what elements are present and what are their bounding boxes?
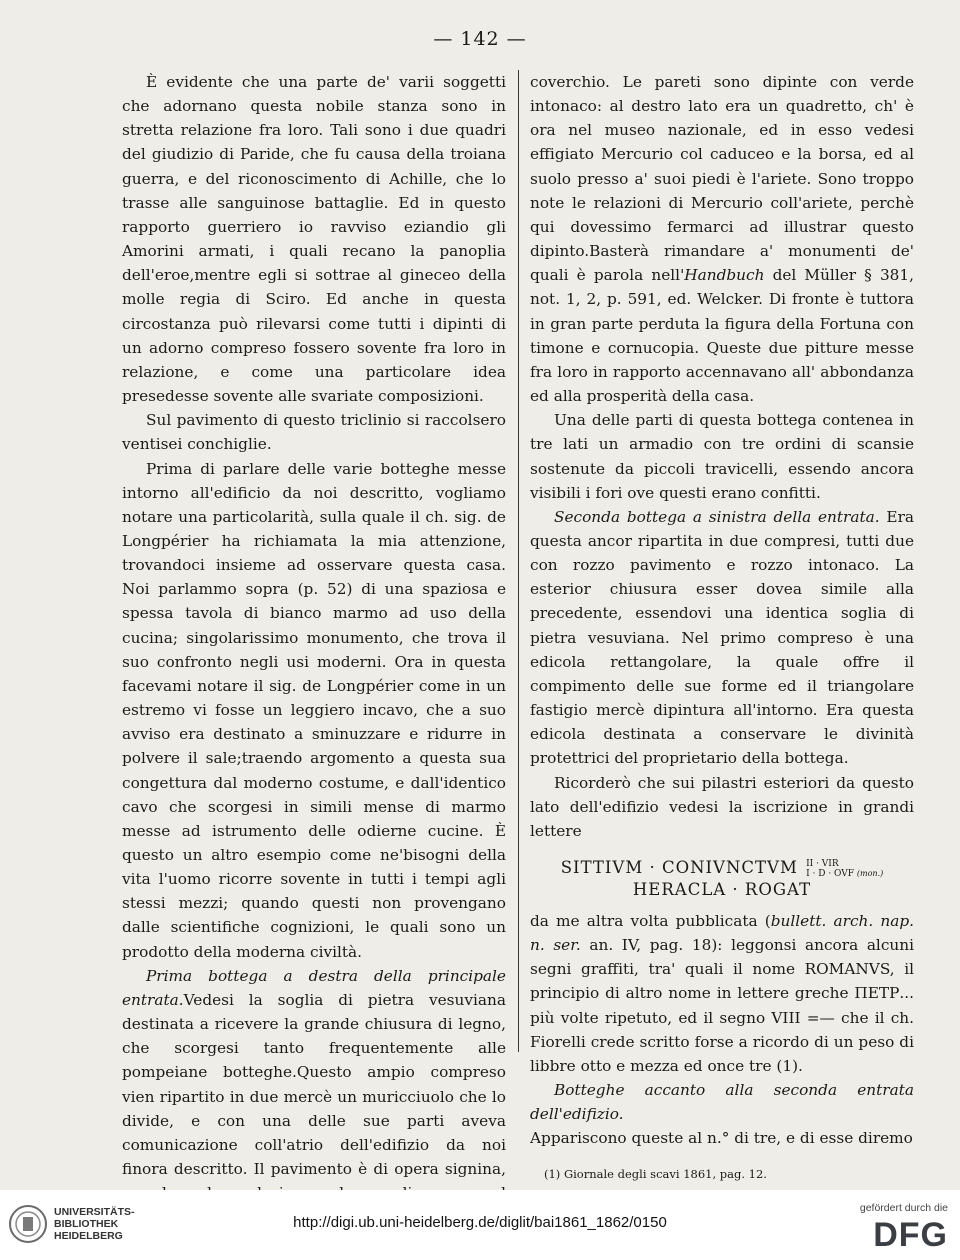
inscription-line: HERACLA · ROGAT xyxy=(632,880,812,899)
paragraph-text: da me altra volta pubblicata ( xyxy=(530,912,771,930)
paragraph xyxy=(530,909,914,1078)
paragraph: Una delle parti di questa bottega contenea in tre lati un armadio con tre ordini di scansie sostenute da piccoli travicelli, essendo ancora visibili i fori ove questi erano confitti. xyxy=(530,411,914,502)
footnote: (1) Giornale degli scavi 1861, pag. 12. xyxy=(544,1166,767,1181)
paragraph: Appariscono queste al n.° di tre, e di esse diremo xyxy=(530,1129,913,1148)
library-name-line: HEIDELBERG xyxy=(54,1230,123,1242)
left-column xyxy=(122,70,506,1230)
section-heading: Botteghe accanto alla seconda entrata dell'edifizio. xyxy=(530,1081,914,1124)
paragraph-text: Vedesi la soglia di pietra vesuviana destinata a ricevere la grande chiusura di legno, che scorgesi tanto frequentemente alle pompeiane botteghe.Questo ampio compreso vien ripartito in due mercè un muricciuolo che lo divide, e con una delle sue parti aveva comunicazione coll'atrio dell'edifizio da noi finora descritto. Il pavimento è di opera signina, xyxy=(122,990,506,1179)
inscription-mon: (mon.) xyxy=(856,868,884,878)
funding-caption: gefördert durch die xyxy=(859,1202,948,1214)
paragraph-text: del Müller § 381, not. 1, 2, p. 591, ed. Welcker. Di fronte è tuttora in gran parte perduta la figura della Fortuna con timone e cornucopia. Queste due pitture messe fra loro in rapporto accennavano all' abbondanza ed alla prosperità della casa. xyxy=(530,266,915,406)
section-heading: Seconda bottega a sinistra della entrata. xyxy=(554,507,880,526)
paragraph-text: Era questa ancor ripartita in due compresi, tutti due con rozzo pavimento e rozzo intonaco. La esterior chiusura esser dovea simile alla precedente, essendovi una identica soglia di pietra vesuviana. Nel primo compreso è una edicola rettangolare, la quale offre il compimento delle sue forme ed il triangolare fastigio mercè dipintura all'intorno. Era questa edicola destinata a conservare le divinità protettrici del proprietario della bottega. xyxy=(530,507,915,768)
paragraph xyxy=(530,70,914,408)
paragraph-text: an. IV, pag. 18): leggonsi ancora alcuni segni graffiti, tra' quali il nome ROMANVS, il principio di altro nome in lettere greche ΠΕΤΡ... più volte ripetuto, ed il segno VIII =— che il ch. Fiorelli crede scritto forse a ricordo di un peso di libbre otto e mezza ed once tre (1). xyxy=(530,936,914,1075)
inscription-text: SITTIVM · CONIVNCTVM xyxy=(560,858,798,877)
paragraph: Prima di parlare delle varie botteghe messe intorno all'edificio da noi descritto, vogliamo notare una particolarità, sulla quale il ch. sig. de Longpérier ha richiamata la mia attenzione, trovandoci insieme ad osservare questa casa. Noi parlammo sopra (p. 52) di una spaziosa e spessa tavola di bianco marmo ad uso della cucina; singolarissimo monumento, che trova il suo confronto negli usi moderni. Ora in questa facevami notare il sig. de Longpérier come in un estremo vi fosse un leggiero incavo, che a suo avviso era destinato a sminuzzare e ridurre in polvere il sale;traendo argomento a questa sua congettura dal moderno costume, e dall'identico cavo che scorgesi in simili mense di marmo messe ad istrumento delle odierne cucine. È questo un altro esempio come ne'bisogni della vita l'uomo ricorre sovente in tutti i tempi agli stessi mezzi; quando questi non provengano dalle scientifiche cognizioni, le quali sono un prodotto della moderna civiltà. xyxy=(122,459,506,961)
right-column xyxy=(530,70,914,1183)
italic-citation: bullett. arch. nap. n. ser. xyxy=(530,912,914,955)
paragraph: È evidente che una parte de' varii soggetti che adornano questa nobile stanza sono in stretta relazione fra loro. Tali sono i due quadri del giudizio di Paride, che fu causa della troiana guerra, e del riconoscimento di Achille, che lo trasse alle sanguinose battaglie. Ed in questo rapporto guerriero io ravviso eziandio gli Amorini armati, i quali recano la panoplia dell'eroe,mentre egli si sottrae al gineceo della molle regia di Sciro. Ed anche in questa circostanza può rilevarsi come tutti i dipinti di un adorno compreso fossero sovente fra loro in relazione, e come una particolare idea presedesse sovente alle svariate composizioni. xyxy=(122,73,506,406)
paragraph-text: coverchio. Le pareti sono dipinte con verde intonaco: al destro lato era un quadretto, ch' è ora nel museo nazionale, ed in esso vedesi effigiato Mercurio col caduceo e la borsa, ed al suolo presso a' suoi piedi è l'ariete. Sono troppo note le relazioni di Mercurio coll'ariete, perchè qui dovessimo fermarci ad illustrar questo dipinto.Basterà rimandare a' monumenti de' quali è parola nell' xyxy=(530,73,914,285)
dfg-logo: DFG xyxy=(873,1216,948,1254)
paragraph: Ricorderò che sui pilastri esteriori da questo lato dell'edifizio vedesi la iscrizione in grandi lettere xyxy=(530,773,914,840)
paragraph xyxy=(530,505,914,771)
inscription-line xyxy=(530,857,914,879)
source-url-link[interactable]: http://digi.ub.uni-heidelberg.de/diglit/bai1861_1862/0150 xyxy=(293,1214,667,1231)
italic-title: Handbuch xyxy=(684,266,765,285)
library-name-line: BIBLIOTHEK xyxy=(54,1218,119,1230)
page-number: — 142 — xyxy=(433,28,527,50)
library-name-line: UNIVERSITÄTS- xyxy=(54,1206,135,1218)
paragraph: Sul pavimento di questo triclinio si raccolsero ventisei conchiglie. xyxy=(122,411,506,454)
paragraph xyxy=(530,1078,914,1126)
inscription-sub: I · D · OVF xyxy=(806,868,855,879)
digitization-footer xyxy=(0,1190,960,1260)
inscription-fraction xyxy=(806,859,883,879)
column-divider xyxy=(518,70,519,1052)
inscription xyxy=(530,857,914,901)
inscription-sup: II · VIR xyxy=(806,858,839,869)
section-heading: Prima bottega a destra della principale entrata. xyxy=(122,966,506,1009)
